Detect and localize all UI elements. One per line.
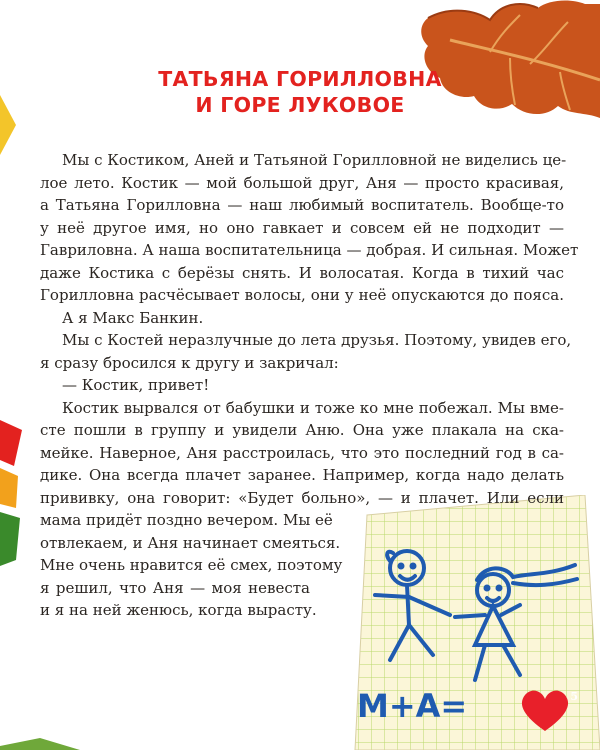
text-line: у неё другое имя, но оно гавкает и совсем ей не подходит — xyxy=(40,218,564,237)
text-line: Мы с Костиком, Аней и Татьяной Горилловной не виделись це- xyxy=(62,151,567,169)
text-line: Горилловна расчёсывает волосы, они у неё опускаются до пояса. xyxy=(40,286,564,304)
text-line: Костик вырвался от бабушки и тоже ко мне побежал. Мы вме- xyxy=(62,398,564,417)
chapter-title-line-1: ТАТЬЯНА ГОРИЛЛОВНА xyxy=(158,67,442,91)
chapter-title xyxy=(0,66,600,118)
text-line: Мне очень нравится её смех, поэтому xyxy=(40,556,343,574)
text-line: прививку, она говорит: «Будет больно», — и плачет. Или если xyxy=(40,488,564,507)
text-line: лое лето. Костик — мой большой друг, Аня — просто красивая, xyxy=(40,173,564,192)
text-line: А я Макс Банкин. xyxy=(62,308,204,327)
text-line: — Костик, привет! xyxy=(62,376,210,394)
chapter-title-line-2: И ГОРЕ ЛУКОВОЕ xyxy=(195,93,405,117)
text-line: я решил, что Аня — моя невеста xyxy=(40,578,310,597)
text-line: даже Костика с берёзы снять. И волосатая. Когда в тихий час xyxy=(40,263,564,282)
text-line: Гавриловна. А наша воспитательница — добрая. И сильная. Может xyxy=(40,241,579,259)
page-number: 5 xyxy=(570,690,578,703)
text-line: дике. Она всегда плачет заранее. Например, когда надо делать xyxy=(40,466,564,484)
text-line: а Татьяна Горилловна — наш любимый воспитатель. Вообще-то xyxy=(40,196,564,214)
text-line: и я на ней женюсь, когда вырасту. xyxy=(40,601,317,619)
chapter-text xyxy=(40,149,579,622)
text-line: Мы с Костей неразлучные до лета друзья. Поэтому, увидев его, xyxy=(62,331,572,349)
text-line: я сразу бросился к другу и закричал: xyxy=(40,353,339,372)
text-line: мама придёт поздно вечером. Мы её xyxy=(40,511,333,529)
text-line: мейке. Наверное, Аня расстроилась, что это последний год в са- xyxy=(40,443,564,462)
text-line: сте пошли в группу и увидели Аню. Она уже плакала на ска- xyxy=(40,421,564,439)
drawing-formula: М+А= xyxy=(357,687,468,725)
text-line: отвлекаем, и Аня начинает смеяться. xyxy=(40,533,341,552)
colored-blocks-decoration xyxy=(0,420,22,570)
